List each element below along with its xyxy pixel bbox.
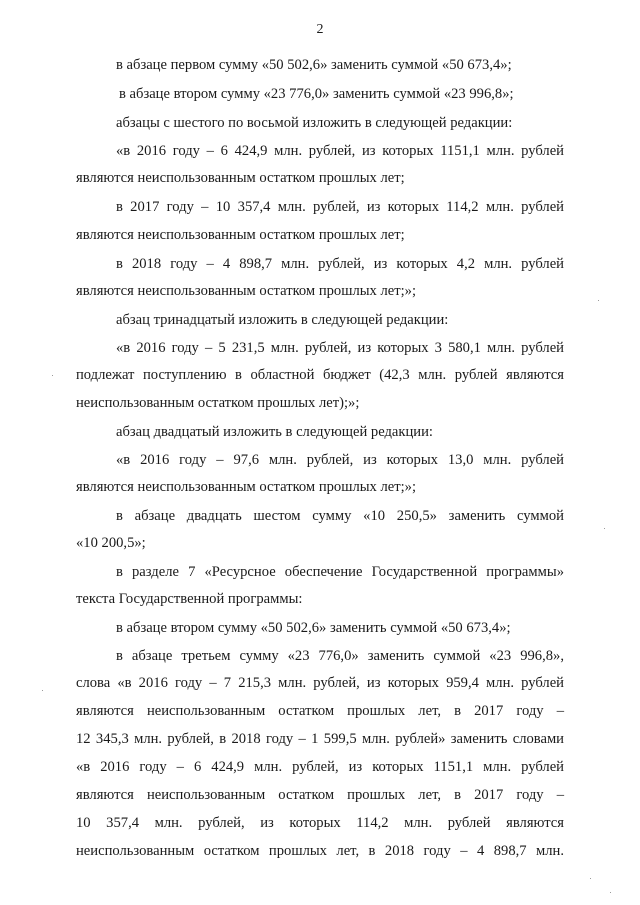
text-line: «в 2016 году – 5 231,5 млн. рублей, из которых 3 580,1 млн. рублей [116,340,564,356]
scan-speck [604,528,605,529]
text-line: в абзаце первом сумму «50 502,6» заменить суммой «50 673,4»; [116,57,512,73]
text-line: в 2017 году – 10 357,4 млн. рублей, из которых 114,2 млн. рублей [116,199,564,215]
text-line: являются неиспользованным остатком прошлых лет, в 2017 году – [76,703,564,719]
text-line: абзацы с шестого по восьмой изложить в следующей редакции: [116,115,513,131]
text-line: являются неиспользованным остатком прошлых лет;»; [76,283,417,299]
scan-speck [598,300,599,301]
text-line: текста Государственной программы: [76,591,303,607]
text-line: «в 2016 году – 6 424,9 млн. рублей, из которых 1151,1 млн. рублей [76,759,564,775]
text-line: «в 2016 году – 6 424,9 млн. рублей, из которых 1151,1 млн. рублей [116,143,564,159]
text-line: в абзаце третьем сумму «23 776,0» заменить суммой «23 996,8», [116,648,564,664]
text-line: «в 2016 году – 97,6 млн. рублей, из которых 13,0 млн. рублей [116,452,564,468]
text-line: 10 357,4 млн. рублей, из которых 114,2 млн. рублей являются [76,815,564,831]
text-line: являются неиспользованным остатком прошлых лет, в 2017 году – [76,787,564,803]
text-line: слова «в 2016 году – 7 215,3 млн. рублей, из которых 959,4 млн. рублей [76,675,564,691]
text-line: в 2018 году – 4 898,7 млн. рублей, из которых 4,2 млн. рублей [116,256,564,272]
scan-speck [52,375,53,376]
scan-speck [590,878,591,879]
text-line: в абзаце втором сумму «50 502,6» заменить суммой «50 673,4»; [116,620,511,636]
text-line: являются неиспользованным остатком прошлых лет; [76,170,405,186]
text-line: 12 345,3 млн. рублей, в 2018 году – 1 599,5 млн. рублей» заменить словами [76,731,564,747]
text-line: в абзаце втором сумму «23 776,0» заменить суммой «23 996,8»; [119,86,514,102]
text-line: являются неиспользованным остатком прошлых лет;»; [76,479,417,495]
text-line: «10 200,5»; [76,535,146,551]
text-line: неиспользованным остатком прошлых лет, в 2018 году – 4 898,7 млн. [76,843,564,859]
page-number: 2 [316,22,324,37]
text-line: подлежат поступлению в областной бюджет (42,3 млн. рублей являются [76,367,564,383]
text-line: неиспользованным остатком прошлых лет);»; [76,395,360,411]
text-line: в разделе 7 «Ресурсное обеспечение Государственной программы» [116,564,564,580]
text-line: в абзаце двадцать шестом сумму «10 250,5» заменить суммой [116,508,564,524]
scan-speck [610,892,611,893]
text-line: абзац двадцатый изложить в следующей редакции: [116,424,433,440]
text-line: абзац тринадцатый изложить в следующей редакции: [116,312,449,328]
scan-speck [42,690,43,691]
text-line: являются неиспользованным остатком прошлых лет; [76,227,405,243]
